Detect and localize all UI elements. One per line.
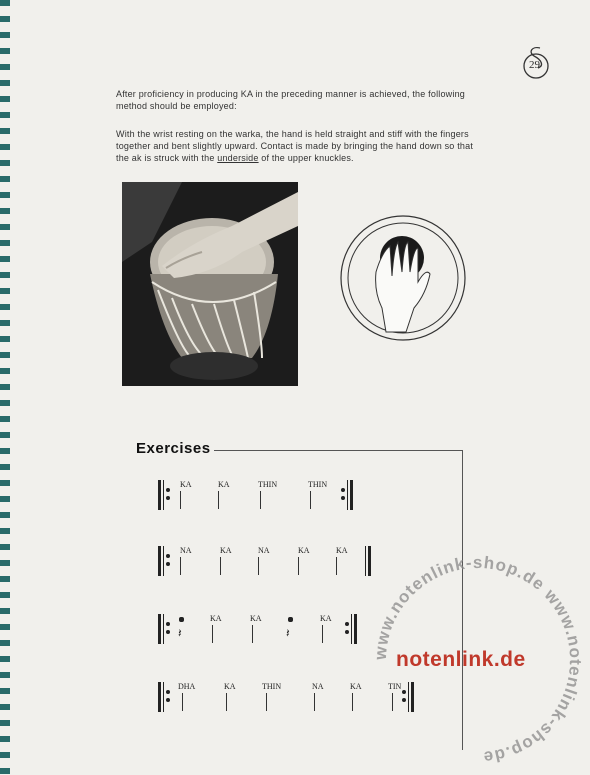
accent-dot <box>288 617 293 622</box>
repeat-bar <box>354 614 357 644</box>
rest-symbol: 𝄽 <box>286 626 290 640</box>
underlined-word: underside <box>217 153 259 163</box>
syllable: KA <box>220 546 232 555</box>
note-stem <box>218 491 219 509</box>
repeat-bar <box>158 480 161 510</box>
repeat-dot <box>166 622 170 626</box>
repeat-dot <box>166 630 170 634</box>
syllable: NA <box>258 546 270 555</box>
repeat-dot <box>341 496 345 500</box>
text-line <box>116 152 496 164</box>
note-stem <box>336 557 337 575</box>
note-stem <box>322 625 323 643</box>
repeat-dot <box>166 690 170 694</box>
paragraph-method <box>116 128 496 164</box>
end-bar-thin <box>365 546 366 576</box>
note-stem <box>252 625 253 643</box>
note-stem <box>298 557 299 575</box>
repeat-bar-thin <box>351 614 352 644</box>
syllable: KA <box>336 546 348 555</box>
syllable: KA <box>224 682 236 691</box>
syllable: KA <box>350 682 362 691</box>
hand-position-diagram <box>336 212 470 344</box>
note-stem <box>258 557 259 575</box>
syllable: KA <box>180 480 192 489</box>
repeat-bar <box>158 546 161 576</box>
repeat-dot <box>166 698 170 702</box>
text-line: With the wrist resting on the warka, the hand is held straight and stiff with the fingers <box>116 129 469 139</box>
syllable: KA <box>298 546 310 555</box>
note-stem <box>310 491 311 509</box>
rest-symbol: 𝄽 <box>178 626 182 640</box>
repeat-bar <box>158 682 161 712</box>
repeat-bar <box>158 614 161 644</box>
syllable: NA <box>312 682 324 691</box>
syllable: TIN <box>388 682 402 691</box>
repeat-dot <box>166 496 170 500</box>
syllable: THIN <box>258 480 278 489</box>
repeat-bar-thin <box>347 480 348 510</box>
repeat-bar <box>350 480 353 510</box>
note-stem <box>226 693 227 711</box>
syllable: NA <box>180 546 192 555</box>
syllable: KA <box>250 614 262 623</box>
repeat-bar-thin <box>163 614 164 644</box>
syllable: THIN <box>308 480 328 489</box>
note-stem <box>266 693 267 711</box>
syllable: KA <box>320 614 332 623</box>
note-stem <box>314 693 315 711</box>
accent-dot <box>179 617 184 622</box>
page-number-emblem <box>518 44 554 80</box>
page-number: 29 <box>529 59 540 71</box>
repeat-dot <box>166 562 170 566</box>
repeat-bar-thin <box>163 682 164 712</box>
repeat-dot <box>166 554 170 558</box>
syllable: KA <box>210 614 222 623</box>
watermark-brand <box>396 648 526 672</box>
watermark-brand-b: link.de <box>455 648 526 671</box>
syllable: DHA <box>178 682 196 691</box>
repeat-dot <box>341 488 345 492</box>
spiral-binding <box>0 0 10 775</box>
note-stem <box>212 625 213 643</box>
note-stem <box>180 557 181 575</box>
note-stem <box>182 693 183 711</box>
repeat-dot <box>345 630 349 634</box>
repeat-bar-thin <box>163 480 164 510</box>
syllable: THIN <box>262 682 282 691</box>
note-stem <box>220 557 221 575</box>
text-line: together and bent slightly upward. Contact is made by bringing the hand down so that <box>116 141 474 151</box>
text-line: After proficiency in producing KA in the preceding manner is achieved, the following <box>116 89 465 99</box>
repeat-dot <box>166 488 170 492</box>
repeat-dot <box>345 622 349 626</box>
repeat-bar-thin <box>163 546 164 576</box>
note-stem <box>180 491 181 509</box>
paragraph-intro <box>116 88 496 112</box>
text-span: of the upper knuckles. <box>258 153 354 163</box>
note-stem <box>260 491 261 509</box>
note-stem <box>352 693 353 711</box>
tabla-hand-photo <box>122 182 298 386</box>
exercises-title: Exercises <box>136 440 211 457</box>
watermark-ring-text: www.notenlink-shop.de www.notenlink-shop.de <box>370 552 586 767</box>
syllable: KA <box>218 480 230 489</box>
text-line: method should be employed: <box>116 101 237 111</box>
text-span: the ak is struck with the <box>116 153 218 163</box>
watermark-brand-a: noten <box>396 648 456 671</box>
